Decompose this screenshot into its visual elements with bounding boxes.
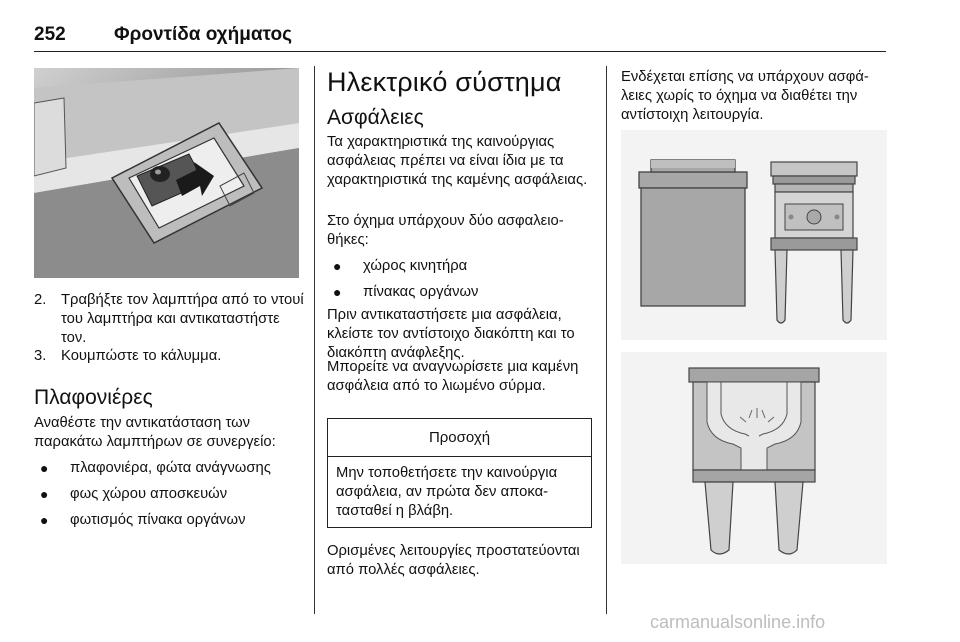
fuse-para-3: Πριν αντικαταστήσετε μια ασφάλεια, κλείστε τον αντίστοιχο διακόπτη και το διακόπτη ανάφλεξης. [327,307,575,361]
step-number: 2. [34,292,47,308]
blown-fuse-illustration [621,352,887,564]
subtitle-fuses: Ασφάλειες [327,106,424,129]
fuse-para-5: Ορισμένες λειτουργίες προστατεύονται από πολλές ασφάλειες. [327,543,580,578]
caution-text: Μην τοποθετήσετε την καινούργια ασφάλεια, αν πρώτα δεν αποκατασταθεί η βλάβη. [336,465,558,519]
watermark-text: carmanualsonline.info [650,612,826,632]
mini-fuse-illustration [621,130,887,340]
page-number: 252 [34,24,66,45]
right-para-1: Ενδέχεται επίσης να υπάρχουν ασφάλειες χωρίς το όχημα να διαθέτει την αντίστοιχη λειτουργία. [621,69,869,123]
chapter-title: Φροντίδα οχήματος [114,24,292,45]
bullet-icon: ● [333,258,342,274]
section-title-plafonieres: Πλαφονιέρες [34,386,153,409]
fuse-para-4: Μπορείτε να αναγνωρίσετε μια καμένη ασφάλεια από το λιωμένο σύρμα. [327,359,579,394]
step-number: 3. [34,348,47,364]
column-divider-left [314,66,315,614]
step-text: Κουμπώστε το κάλυμμα. [61,348,222,364]
bullet-icon: ● [40,512,49,528]
page-header [34,24,886,52]
step-text: Τραβήξτε τον λαμπτήρα από το ντουί του λαμπτήρα και αντικαταστήστε τον. [61,292,304,346]
section-intro: Αναθέστε την αντικατάσταση των παρακάτω λαμπτήρων σε συνεργείο: [34,415,276,450]
fuse-para-2: Στο όχημα υπάρχουν δύο ασφαλειοθήκες: [327,213,564,248]
column-divider-right [606,66,607,614]
step-2 [34,291,304,348]
caution-box [327,418,592,528]
bullet-icon: ● [40,460,49,476]
fuse-para-1: Τα χαρακτηριστικά της καινούργιας ασφάλειας πρέπει να είναι ίδια με τα χαρακτηριστικά της καμένης ασφάλειας. [327,134,588,188]
caution-title: Προσοχή [328,419,591,457]
lamp-replacement-illustration [34,68,299,278]
step-3 [34,347,304,366]
bullet-icon: ● [333,284,342,300]
bullet-icon: ● [40,486,49,502]
main-title: Ηλεκτρικό σύστημα [327,67,562,97]
